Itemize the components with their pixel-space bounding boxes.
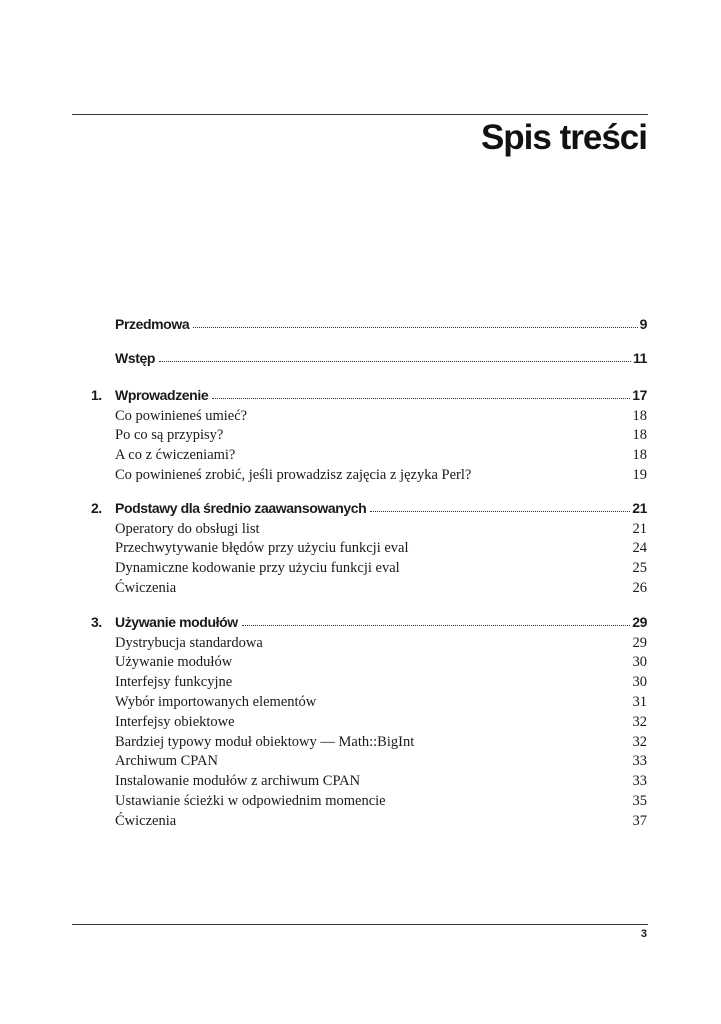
- section-title: Ćwiczenia: [115, 579, 177, 596]
- chapter-page-number: 29: [632, 614, 647, 630]
- toc-section-entry[interactable]: [0, 674, 721, 694]
- chapter-title: Wprowadzenie: [115, 387, 209, 403]
- toc-section-entry[interactable]: [0, 694, 721, 714]
- section-title: Interfejsy funkcyjne: [115, 674, 233, 691]
- page-title: Spis treści: [480, 118, 647, 157]
- toc-chapter-entry[interactable]: [0, 614, 721, 634]
- toc-section-entry[interactable]: [0, 714, 721, 734]
- section-title: Używanie modułów: [115, 654, 233, 671]
- section-title: Ustawianie ścieżki w odpowiednim momencie: [115, 792, 386, 809]
- section-page-number: 21: [632, 520, 647, 537]
- toc-section-entry[interactable]: [0, 793, 721, 813]
- page-number: 3: [640, 928, 647, 940]
- chapter-title: Podstawy dla średnio zaawansowanych: [115, 500, 367, 516]
- section-page-number: 32: [632, 713, 647, 730]
- section-title: Operatory do obsługi list: [115, 520, 260, 537]
- section-page-number: 18: [632, 447, 647, 464]
- section-page-number: 33: [632, 773, 647, 790]
- toc-section-entry[interactable]: [0, 654, 721, 674]
- section-title: Dystrybucja standardowa: [115, 634, 263, 651]
- section-page-number: 19: [632, 466, 647, 483]
- chapter-number: 2.: [91, 500, 102, 516]
- toc-section-entry[interactable]: [0, 521, 721, 541]
- section-page-number: 18: [632, 427, 647, 444]
- toc-section-entry[interactable]: [0, 773, 721, 793]
- section-title: Bardziej typowy moduł obiektowy — Math::BigInt: [115, 733, 415, 750]
- toc-section-entry[interactable]: [0, 540, 721, 560]
- toc-section-entry[interactable]: [0, 635, 721, 655]
- toc-chapter-entry[interactable]: [0, 316, 721, 336]
- section-page-number: 24: [632, 540, 647, 557]
- section-page-number: 30: [632, 674, 647, 691]
- toc-section-entry[interactable]: [0, 813, 721, 833]
- section-title: Wybór importowanych elementów: [115, 693, 317, 710]
- toc-section-entry[interactable]: [0, 753, 721, 773]
- section-title: Po co są przypisy?: [115, 427, 224, 444]
- section-page-number: 31: [632, 693, 647, 710]
- section-title: Co powinieneś zrobić, jeśli prowadzisz zajęcia z języka Perl?: [115, 466, 472, 483]
- section-title: A co z ćwiczeniami?: [115, 447, 236, 464]
- section-title: Dynamiczne kodowanie przy użyciu funkcji eval: [115, 560, 400, 577]
- chapter-page-number: 17: [632, 387, 647, 403]
- toc-chapter-entry[interactable]: [0, 387, 721, 407]
- dot-leader: [193, 327, 637, 328]
- section-page-number: 35: [632, 792, 647, 809]
- dot-leader: [370, 511, 630, 512]
- toc-section-entry[interactable]: [0, 734, 721, 754]
- chapter-page-number: 21: [632, 500, 647, 516]
- section-title: Ćwiczenia: [115, 812, 177, 829]
- section-title: Przechwytywanie błędów przy użyciu funkcji eval: [115, 540, 409, 557]
- chapter-title: Wstęp: [115, 350, 156, 366]
- chapter-title: Używanie modułów: [115, 614, 238, 630]
- section-page-number: 18: [632, 407, 647, 424]
- chapter-page-number: 9: [639, 316, 647, 332]
- bottom-rule: [72, 924, 648, 925]
- chapter-page-number: 11: [633, 350, 647, 366]
- toc-section-entry[interactable]: [0, 467, 721, 487]
- section-page-number: 30: [632, 654, 647, 671]
- dot-leader: [159, 361, 631, 362]
- section-page-number: 37: [632, 812, 647, 829]
- dot-leader: [212, 398, 630, 399]
- section-title: Archiwum CPAN: [115, 753, 218, 770]
- section-title: Instalowanie modułów z archiwum CPAN: [115, 773, 361, 790]
- section-page-number: 33: [632, 753, 647, 770]
- toc-section-entry[interactable]: [0, 408, 721, 428]
- section-page-number: 25: [632, 560, 647, 577]
- toc-section-entry[interactable]: [0, 580, 721, 600]
- chapter-title: Przedmowa: [115, 316, 190, 332]
- section-page-number: 29: [632, 634, 647, 651]
- toc-chapter-entry[interactable]: [0, 350, 721, 370]
- chapter-number: 3.: [91, 614, 102, 630]
- toc-section-entry[interactable]: [0, 447, 721, 467]
- section-page-number: 32: [632, 733, 647, 750]
- chapter-number: 1.: [91, 387, 102, 403]
- section-title: Co powinieneś umieć?: [115, 407, 248, 424]
- dot-leader: [242, 625, 630, 626]
- toc-chapter-entry[interactable]: [0, 500, 721, 520]
- toc-section-entry[interactable]: [0, 427, 721, 447]
- top-rule: [72, 114, 648, 115]
- toc-section-entry[interactable]: [0, 560, 721, 580]
- section-title: Interfejsy obiektowe: [115, 713, 235, 730]
- section-page-number: 26: [632, 579, 647, 596]
